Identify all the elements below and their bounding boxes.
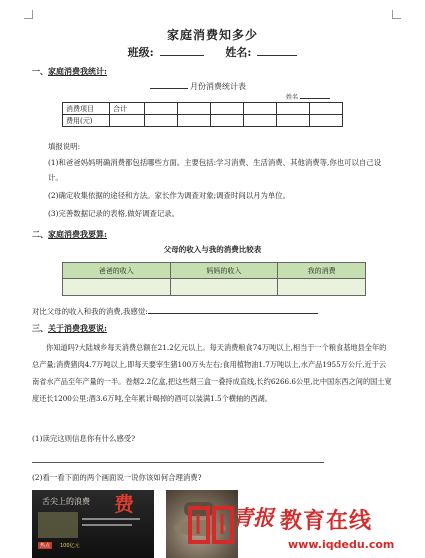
table-cell: 费用(元) (63, 115, 110, 127)
question-2: (2)看一看下面的两个画面说一说你该如何合理消费? (32, 473, 202, 482)
table-cell[interactable] (310, 103, 343, 115)
name-blank[interactable] (257, 45, 297, 56)
table-header: 爸爸的收入 (63, 263, 171, 279)
note-1: (1)和爸爸妈妈明确消费都包括哪些方面。主要包括:学习消费、生活消费、其他消费等,你也可以自己设计。 (48, 158, 382, 182)
class-label: 班级: (127, 46, 154, 59)
table-cell[interactable] (277, 115, 310, 127)
section2-heading: 二、家庭消费我要算: (32, 229, 107, 239)
comparison-table (62, 262, 366, 296)
table-cell[interactable] (211, 115, 244, 127)
logo-url: www.iqdedu.com (288, 538, 395, 551)
name-label: 姓名: (225, 46, 252, 59)
answer-line[interactable] (32, 462, 324, 463)
table-cell[interactable] (145, 115, 178, 127)
comparison-table-title: 父母的收入与我的消费比较表 (163, 245, 262, 254)
table-cell[interactable] (178, 103, 211, 115)
waste-poster-image: 舌尖上的浪费 费 热点 100亿元 (32, 490, 154, 558)
table-row (63, 103, 343, 115)
table-cell[interactable] (211, 103, 244, 115)
note-3: (3)完善数据记录的表格,做好调查记录。 (48, 209, 180, 218)
table-cell[interactable] (244, 103, 277, 115)
logo-text: 教育在线 (280, 509, 373, 534)
class-blank[interactable] (160, 45, 204, 56)
table-row (63, 115, 343, 127)
margin-mark-right (392, 10, 401, 19)
table-cell[interactable] (110, 115, 145, 127)
margin-mark-left (24, 10, 33, 19)
table-cell[interactable] (277, 103, 310, 115)
feeling-blank[interactable] (148, 305, 318, 314)
table-cell: 消费项目 (63, 103, 110, 115)
monthly-stats-table (62, 102, 343, 127)
section1-heading: 一、家庭消费我统计: (32, 66, 107, 76)
owner-row: 姓名 (286, 92, 330, 101)
table-cell[interactable] (170, 279, 278, 296)
table-cell[interactable] (310, 115, 343, 127)
question-1: (1)读完这则信息你有什么感受? (32, 434, 136, 443)
site-logo (184, 500, 424, 558)
page-title: 家庭消费知多少 (166, 28, 258, 42)
owner-blank[interactable] (300, 92, 330, 99)
table-cell: 合计 (110, 103, 145, 115)
logo-brand: 青报 (232, 506, 274, 530)
section3-heading: 三、关于消费我要说: (32, 323, 107, 333)
note-2: (2)确定收集依据的途径和方法。家长作为调查对象;调查时间以月为单位。 (48, 191, 291, 200)
table-cell[interactable] (145, 103, 178, 115)
table-cell[interactable] (244, 115, 277, 127)
consumption-paragraph: 你知道吗?大陆城乡每天消费总额在21.2亿元以上。每天消费粮食74万吨以上,相当于一个粮食基地县全年的总产量;消费猪肉4.7万吨以上,即每天要宰生猪100万头左右;食用植物油1.7万吨以上,水产品1955万公斤,近于云南省水产品至年产量的一半。卷烟2.2亿盒,把这些烟三盒一叠持成直线,长约6266.6公里,比中国东西之间的国土宽度还长1200公里;酒3.6万吨,全年累计喝掉的酒可以装满1.5个横轴的西湖。 (32, 343, 392, 403)
monthly-table-title: 月份消费统计表 (150, 80, 246, 92)
feeling-row: 对比父母的收入和我的消费,我感觉: (32, 304, 318, 319)
table-row (63, 279, 366, 296)
table-header: 我的消费 (278, 263, 366, 279)
table-cell[interactable] (278, 279, 366, 296)
table-cell[interactable] (63, 279, 171, 296)
logo-mark-icon (184, 504, 238, 550)
month-blank[interactable] (150, 80, 188, 89)
table-cell[interactable] (178, 115, 211, 127)
class-name-row (0, 44, 425, 60)
table-row (63, 263, 366, 279)
table-header: 妈妈的收入 (170, 263, 278, 279)
notes-title: 填报说明: (48, 142, 81, 151)
